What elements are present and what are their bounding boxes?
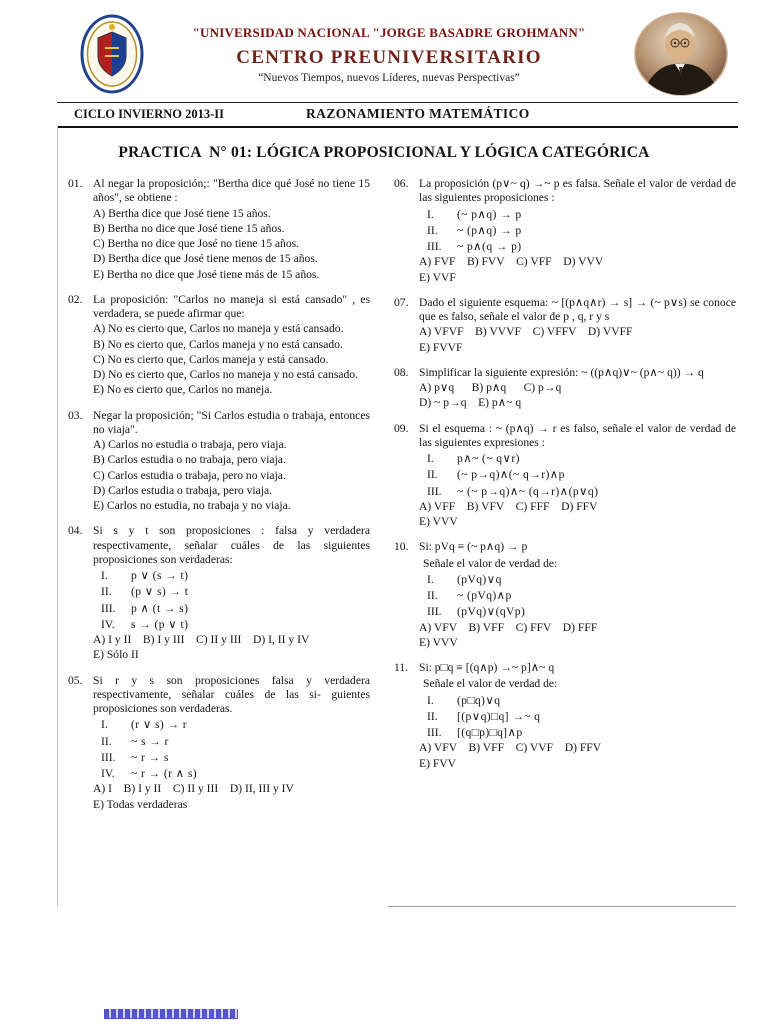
question-number: 05. (68, 673, 83, 687)
question-stem-2: Señale el valor de verdad de: (423, 677, 558, 691)
question-option: A) VFF B) VFV C) FFF D) FFV (419, 499, 598, 513)
portrait-graphic (634, 12, 728, 96)
question-option: D) ~ p→q E) p∧~ q (419, 396, 522, 410)
question-option: C) Carlos estudia o trabaja, pero no viaja. (93, 468, 286, 482)
question-body (93, 409, 370, 514)
portrait-image (634, 12, 728, 96)
question-item (93, 751, 370, 765)
question-body (419, 296, 736, 355)
question-item (419, 573, 736, 587)
item-expression: (pVq)∨(qVp) (457, 605, 526, 619)
item-expression: (p ∨ s) → t (131, 585, 189, 599)
item-roman-numeral: III. (427, 484, 442, 498)
question-item (419, 208, 736, 222)
course-label: RAZONAMIENTO MATEMÁTICO (306, 106, 530, 121)
question-number: 04. (68, 524, 83, 538)
question-option: A) I B) I y II C) II y III D) II, III y IV (93, 782, 294, 796)
question-06 (394, 177, 736, 285)
question-stem: Simplificar la siguiente expresión: ~ ((p∧q)∨~ (p∧~ q)) → q (419, 365, 704, 379)
question-body (419, 422, 736, 530)
question-item (419, 589, 736, 603)
question-option: A) VFV B) VFF C) VVF D) FFV (419, 741, 602, 755)
question-stem: Si r y s son proposiciones falsa y verdadera respectivamente, señalar cuáles de las si- guientes proposiciones son verdaderas. (93, 673, 370, 715)
question-stem-2: Señale el valor de verdad de: (423, 556, 558, 570)
question-option: C) No es cierto que, Carlos maneja y está cansado. (93, 352, 329, 366)
item-roman-numeral: III. (427, 240, 442, 253)
item-roman-numeral: I. (427, 207, 434, 221)
university-seal-logo (80, 14, 144, 94)
question-option: A) p∨q B) p∧q C) p→q (419, 381, 562, 394)
item-roman-numeral: III. (101, 601, 116, 615)
question-item (419, 224, 736, 238)
question-item (419, 605, 736, 619)
item-roman-numeral: II. (427, 223, 438, 237)
item-expression: p∧~ (~ q∨r) (457, 452, 520, 465)
question-body (419, 366, 736, 411)
item-roman-numeral: II. (427, 709, 438, 723)
item-expression: s → (p ∨ t) (131, 617, 189, 631)
page-border-left (57, 126, 58, 906)
questions-column-right (394, 177, 736, 823)
item-expression: (r ∨ s) → r (131, 718, 188, 732)
item-expression: (pVq)∨q (457, 572, 502, 586)
question-option: B) Bertha no dice que José tiene 15 años. (93, 221, 285, 235)
question-number: 06. (394, 177, 409, 190)
item-roman-numeral: II. (101, 734, 112, 748)
question-number: 08. (394, 365, 409, 379)
question-option: E) Carlos no estudia, no trabaja y no viaja. (93, 499, 291, 512)
question-item (419, 485, 736, 499)
item-roman-numeral: II. (427, 468, 438, 482)
question-option: A) Carlos no estudia o trabaja, pero viaja. (93, 438, 287, 451)
question-item (93, 569, 370, 583)
question-number: 09. (394, 421, 409, 435)
page-title: PRACTICA N° 01: LÓGICA PROPOSICIONAL Y LÓGICA CATEGÓRICA (118, 144, 650, 161)
question-04 (68, 524, 370, 662)
seal-graphic (80, 14, 144, 94)
question-item (93, 618, 370, 632)
question-body (419, 661, 736, 771)
question-item (93, 602, 370, 616)
item-roman-numeral: III. (101, 750, 116, 764)
question-item (93, 735, 370, 749)
questions-column-left (68, 177, 370, 823)
document-header (0, 0, 768, 98)
question-option: A) I y II B) I y III C) II y III D) I, II y IV (93, 633, 310, 646)
item-roman-numeral: II. (101, 585, 112, 599)
question-option: A) VFVF B) VVVF C) VFFV D) VVFF (419, 325, 633, 339)
question-option: A) No es cierto que, Carlos no maneja y está cansado. (93, 322, 344, 336)
question-body (93, 293, 370, 398)
question-option: D) No es cierto que, Carlos no maneja y no está cansado. (93, 368, 358, 381)
question-stem: Si: pVq ≡ (~ p∧q) → p (419, 540, 528, 554)
item-expression: ~ r → s (131, 750, 169, 764)
question-number: 07. (394, 295, 409, 309)
question-option: E) FVV (419, 756, 457, 770)
question-stem: Si el esquema : ~ (p∧q) → r es falso, señale el valor de verdad de las siguientes expresiones : (419, 421, 736, 449)
page-border-bottom (388, 906, 736, 907)
question-item (93, 718, 370, 732)
question-stem: Negar la proposición; "Si Carlos estudia o trabaja, entonces no viaja". (93, 408, 370, 436)
item-expression: p ∨ (s → t) (131, 569, 189, 582)
question-stem: La proposición: "Carlos no maneja si está cansado" , es verdadera, se puede afirmar que: (93, 292, 370, 320)
question-item (419, 694, 736, 708)
questions-area (0, 162, 768, 823)
item-expression: ~ p∧(q → p) (457, 240, 522, 253)
question-item (419, 468, 736, 482)
question-item (419, 726, 736, 740)
question-option: A) Bertha dice que José tiene 15 años. (93, 206, 271, 220)
question-option: B) Carlos estudia o no trabaja, pero viaja. (93, 453, 286, 467)
subheader-row (0, 103, 768, 124)
question-option: E) VVF (419, 270, 456, 284)
item-roman-numeral: I. (427, 572, 434, 586)
header-text-block (144, 25, 634, 84)
question-stem: Si s y t son proposiciones : falsa y verdadera respectivamente, señalar cuáles de las siguientes proposiciones son verdaderas: (93, 524, 370, 566)
university-name: "UNIVERSIDAD NACIONAL "JORGE BASADRE GROHMANN" (192, 24, 586, 40)
question-number: 03. (68, 408, 83, 422)
item-expression: [(q□p)□q]∧p (457, 726, 523, 739)
question-item (93, 767, 370, 781)
item-roman-numeral: III. (427, 726, 442, 739)
question-05 (68, 674, 370, 812)
item-expression: ~ r → (r ∧ s) (131, 767, 197, 780)
footer-link[interactable] (104, 1009, 238, 1019)
question-item (93, 585, 370, 599)
question-item (419, 452, 736, 466)
center-name: CENTRO PREUNIVERSITARIO (236, 46, 542, 68)
item-expression: ~ s → r (131, 734, 169, 748)
question-body (419, 540, 736, 650)
question-stem: Al negar la proposición;: "Bertha dice qué José no tiene 15 años", se obtiene : (93, 177, 370, 205)
item-expression: p ∧ (t → s) (131, 601, 189, 615)
item-expression: (p□q)∨q (457, 693, 501, 707)
question-01 (68, 177, 370, 282)
question-body (419, 177, 736, 285)
question-option: D) Carlos estudia o trabaja, pero viaja. (93, 483, 272, 497)
question-option: E) VVV (419, 515, 458, 528)
question-option: D) Bertha dice que José tiene menos de 15 años. (93, 252, 318, 266)
question-option: B) No es cierto que, Carlos maneja y no está cansado. (93, 337, 343, 351)
item-expression: [(p∨q)□q] →~ q (457, 709, 541, 723)
question-number: 11. (394, 661, 409, 674)
item-expression: ~ (~ p→q)∧~ (q→r)∧(p∨q) (457, 484, 599, 498)
question-09 (394, 422, 736, 530)
question-body (93, 674, 370, 812)
item-expression: (~ p→q)∧(~ q→r)∧p (457, 468, 565, 482)
question-10 (394, 540, 736, 650)
question-stem: La proposición (p∨~ q) →~ p es falsa. Señale el valor de verdad de las siguientes proposiciones : (419, 177, 736, 205)
question-body (93, 177, 370, 282)
question-option: A) FVF B) FVV C) VFF D) VVV (419, 255, 604, 269)
question-number: 01. (68, 177, 83, 190)
question-item (419, 710, 736, 724)
item-roman-numeral: I. (427, 693, 434, 707)
question-option: E) No es cierto que, Carlos no maneja. (93, 383, 273, 397)
question-option: E) VVV (419, 635, 458, 649)
question-option: E) Bertha no dice que José tiene más de 15 años. (93, 267, 320, 281)
question-03 (68, 409, 370, 514)
question-11 (394, 661, 736, 771)
question-number: 10. (394, 540, 409, 554)
question-option: A) VFV B) VFF C) FFV D) FFF (419, 620, 598, 634)
item-expression: ~ (pVq)∧p (457, 589, 512, 602)
question-option: C) Bertha no dice que José no tiene 15 años. (93, 237, 300, 250)
question-item (419, 240, 736, 254)
item-roman-numeral: I. (101, 569, 108, 582)
item-roman-numeral: II. (427, 589, 438, 602)
question-stem: Si: p□q ≡ [(q∧p) →~ p]∧~ q (419, 661, 555, 674)
question-02 (68, 293, 370, 398)
question-08 (394, 366, 736, 411)
question-option: E) Sólo II (93, 648, 139, 662)
header-divider-bottom (57, 126, 738, 128)
motto-text: “Nuevos Tiempos, nuevos Líderes, nuevas Perspectivas” (258, 71, 520, 84)
question-stem: Dado el siguiente esquema: ~ [(p∧q∧r) → s] → (~ p∨s) se conoce que es falso, señale el valor de p , q, r y s (419, 295, 736, 323)
item-roman-numeral: III. (427, 605, 442, 619)
item-roman-numeral: IV. (101, 767, 115, 780)
question-number: 02. (68, 292, 83, 306)
question-07 (394, 296, 736, 355)
item-roman-numeral: I. (427, 452, 434, 465)
item-roman-numeral: IV. (101, 617, 115, 631)
question-body (93, 524, 370, 662)
item-roman-numeral: I. (101, 718, 108, 732)
item-expression: (~ p∧q) → p (457, 207, 522, 221)
item-expression: ~ (p∧q) → p (457, 223, 522, 237)
question-option: E) FVVF (419, 340, 463, 354)
cycle-label: CICLO INVIERNO 2013-II (74, 107, 225, 121)
question-option: E) Todas verdaderas (93, 797, 188, 811)
